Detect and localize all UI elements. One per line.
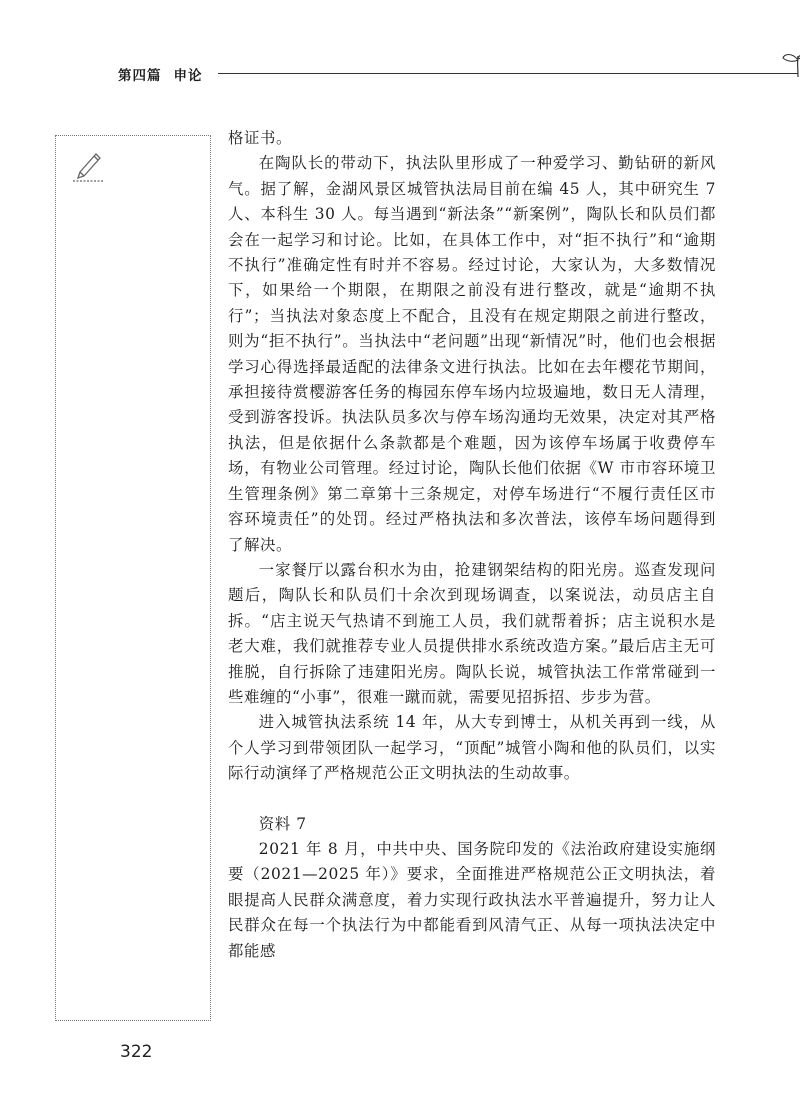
article-body: [228, 126, 716, 964]
pencil-icon: [70, 148, 106, 182]
page-header: [118, 62, 718, 90]
header-part: 第四篇: [118, 68, 162, 84]
sprout-icon: [780, 48, 800, 78]
margin-notes-box: [55, 135, 211, 1021]
paragraph-study-culture: 在陶队长的带动下，执法队里形成了一种爱学习、勤钻研的新风气。据了解，金湖风景区城管执法局目前在编 45 人，其中研究生 7 人、本科生 30 人。每当遇到“新法条”“新案例”，陶队长和队员们都会在一起学习和讨论。比如，在具体工作中，对“拒不执行”和“逾期不执行”准确定性有时并不容易。经过讨论，大家认为，大多数情况下，如果给一个期限，在期限之前没有进行整改，就是“逾期不执行”；当执法对象态度上不配合，且没有在规定期限之前进行整改，则为“拒不执行”。当执法中“老问题”出现“新情况”时，他们也会根据学习心得选择最适配的法律条文进行执法。比如在去年樱花节期间，承担接待赏樱游客任务的梅园东停车场内垃圾遍地，数日无人清理，受到游客投诉。执法队员多次与停车场沟通均无效果，决定对其严格执法，但是依据什么条款都是个难题，因为该停车场属于收费停车场，有物业公司管理。经过讨论，陶队长他们依据《W 市市容环境卫生管理条例》第二章第十三条规定，对停车场进行“不履行责任区市容环境责任”的处罚。经过严格执法和多次普法，该停车场问题得到了解决。: [228, 154, 716, 554]
paragraph-restaurant-case: 一家餐厅以露台积水为由，抢建钢架结构的阳光房。巡查发现问题后，陶队长和队员们十余次到现场调查，以案说法，动员店主自拆。“店主说天气热请不到施工人员，我们就帮着拆；店主说积水是老大难，我们就推荐专业人员提供排水系统改造方案。”最后店主无可推脱，自行拆除了违建阳光房。陶队长说，城管执法工作常常碰到一些难缠的“小事”，很难一蹴而就，需要见招拆招、步步为营。: [228, 560, 716, 706]
paragraph-policy: 2021 年 8 月，中共中央、国务院印发的《法治政府建设实施纲要（2021—2025 年）》要求，全面推进严格规范公正文明执法，着眼提高人民群众满意度，着力实现行政执法水平普遍提升，努力让人民群众在每一个执法行为中都能看到风清气正、从每一项执法决定中都能感: [228, 839, 716, 960]
header-subject: 申论: [173, 68, 203, 84]
page-number: 322: [120, 1042, 153, 1062]
header-title: [118, 64, 203, 84]
paragraph-summary: 进入城管执法系统 14 年，从大专到博士，从机关再到一线，从个人学习到带领团队一起学习，“顶配”城管小陶和他的队员们，以实际行动演绎了严格规范公正文明执法的生动故事。: [228, 713, 716, 783]
paragraph-gap: [228, 787, 716, 812]
header-rule: [218, 73, 798, 74]
section-heading-material-7: 资料 7: [258, 814, 307, 833]
paragraph-continuation: 格证书。: [228, 129, 292, 147]
